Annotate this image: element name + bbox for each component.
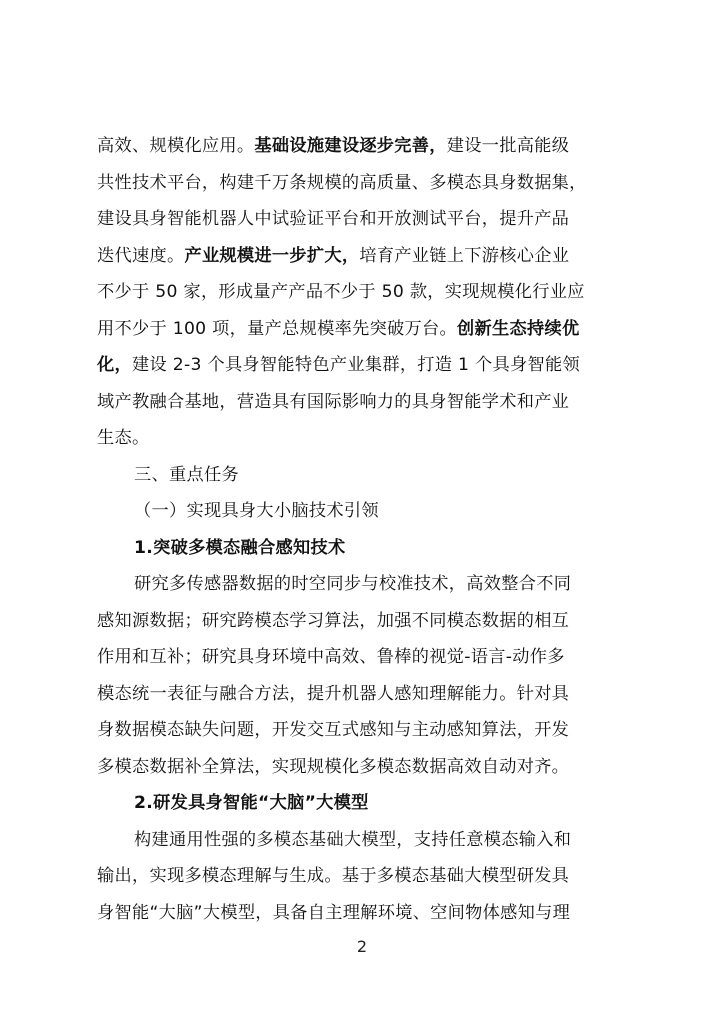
text-run: 多模态数据补全算法，实现规模化多模态数据高效自动对齐。: [97, 756, 570, 777]
text-line: [97, 384, 642, 421]
text-run: 身数据模态缺失问题，开发交互式感知与主动感知算法，开发: [97, 720, 570, 740]
text-line: [97, 274, 642, 311]
text-line: [97, 420, 642, 457]
text-run: 共性技术平台，构建千万条规模的高质量、多模态具身数据集，: [97, 172, 587, 193]
text-line: [97, 347, 642, 384]
text-run: 高效、规模化应用。: [97, 136, 255, 156]
text-run: 作用和互补；研究具身环境中高效、鲁棒的视觉-语言-动作多: [97, 647, 565, 667]
text-line: [97, 639, 642, 676]
text-line: [97, 165, 642, 202]
text-run: 生态。: [97, 428, 150, 448]
text-line: [97, 895, 642, 932]
bold-heading-run: 产业规模进一步扩大，: [184, 245, 360, 266]
text-run: 域产教融合基地，营造具有国际影响力的具身智能学术和产业: [97, 391, 570, 412]
section-heading: [97, 457, 642, 494]
item-heading: [97, 785, 642, 822]
text-line: [97, 603, 642, 640]
text-run: 迭代速度。: [97, 245, 185, 266]
text-run: 不少于 50 家，形成量产产品不少于 50 款，实现规模化行业应: [97, 282, 585, 302]
text-run: 感知源数据；研究跨模态学习算法，加强不同模态数据的相互: [97, 610, 570, 631]
text-run: 建设具身智能机器人中试验证平台和开放测试平台，提升产品: [97, 209, 570, 229]
text-run: 建设一批高能级: [446, 136, 570, 156]
bold-heading-run: 化，: [97, 355, 132, 375]
text-line: [97, 238, 642, 275]
text-run: 培育产业链上下游核心企业: [359, 245, 570, 266]
document-body: [97, 128, 642, 931]
bold-heading-run: 基础设施建设逐步完善，: [254, 136, 447, 156]
item-heading-text: 2.研发具身智能“大脑”大模型: [134, 793, 369, 813]
text-run: 输出，实现多模态理解与生成。基于多模态基础大模型研发具: [97, 866, 570, 886]
text-run: 模态统一表征与融合方法，提升机器人感知理解能力。针对具: [97, 683, 570, 704]
item-heading-text: 1.突破多模态融合感知技术: [134, 537, 346, 558]
section-heading-text: 三、重点任务: [134, 464, 239, 485]
text-line: [97, 311, 642, 348]
item-heading: [97, 530, 642, 567]
subsection-heading-text: （一）实现具身大小脑技术引领: [134, 501, 379, 521]
text-line: [97, 128, 642, 165]
page-number: 2: [356, 937, 368, 956]
text-run: 用不少于 100 项，量产总规模率先突破万台。: [97, 318, 458, 339]
text-line: [97, 858, 642, 895]
subsection-heading: [97, 493, 642, 530]
text-line: [97, 676, 642, 713]
text-line: [97, 201, 642, 238]
text-run: 研究多传感器数据的时空同步与校准技术，高效整合不同: [134, 574, 572, 594]
text-run: 构建通用性强的多模态基础大模型，支持任意模态输入和: [134, 829, 572, 850]
text-line: [97, 712, 642, 749]
text-line: [97, 822, 642, 859]
text-line: [97, 749, 642, 786]
text-line: [97, 566, 642, 603]
bold-heading-run: 创新生态持续优: [457, 318, 580, 339]
text-run: 建设 2-3 个具身智能特色产业集群，打造 1 个具身智能领: [131, 355, 580, 375]
text-run: 身智能“大脑”大模型，具备自主理解环境、空间物体感知与理: [97, 902, 571, 923]
